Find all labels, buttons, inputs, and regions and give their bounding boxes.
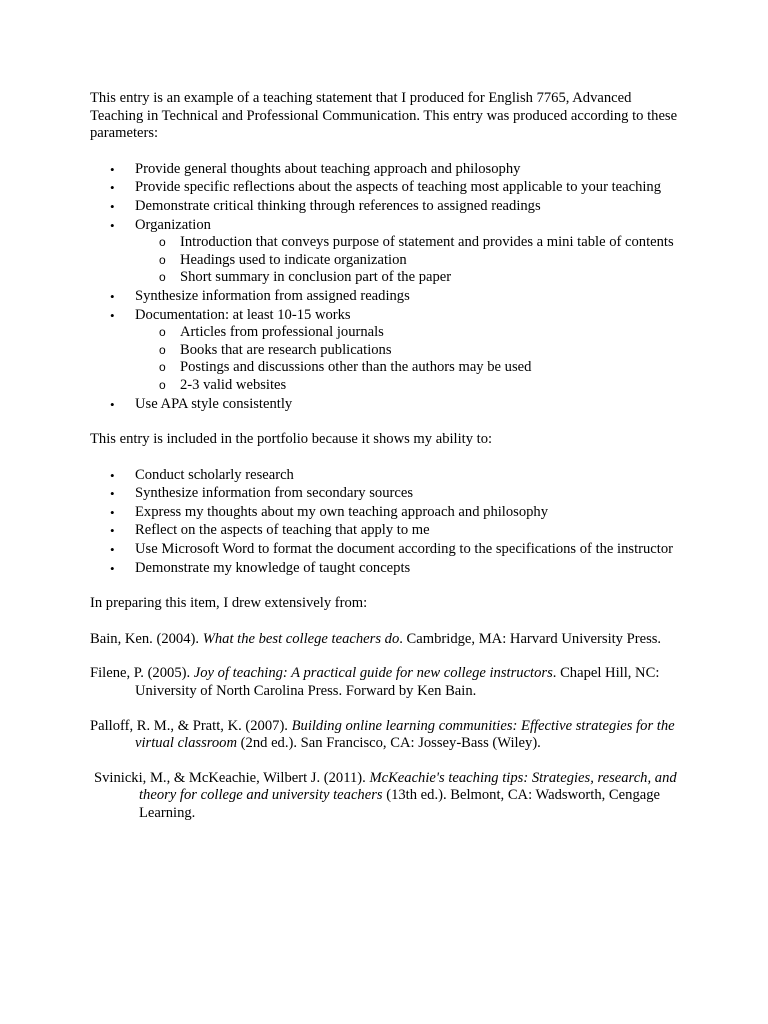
sub-item — [135, 252, 680, 270]
ability-item — [90, 485, 680, 503]
bullet-icon: • — [110, 161, 115, 177]
bullet-icon: • — [110, 307, 115, 323]
ability-text: Synthesize information from secondary sources — [135, 485, 414, 502]
ability-item — [90, 522, 680, 540]
bullet-icon: • — [110, 396, 115, 412]
parameter-item — [90, 396, 680, 414]
reference-publisher: . Cambridge, MA: Harvard University Press. — [399, 630, 662, 647]
reference-authors: Palloff, R. M., & Pratt, K. (2007). — [90, 717, 292, 734]
reference-entry — [90, 665, 680, 700]
ability-text: Conduct scholarly research — [135, 466, 294, 483]
sub-item-text: Articles from professional journals — [180, 324, 384, 341]
reference-publisher: (2nd ed.). San Francisco, CA: Jossey-Bass (Wiley). — [237, 735, 541, 752]
parameter-item — [90, 217, 680, 287]
parameter-text: Synthesize information from assigned readings — [135, 287, 410, 304]
sub-item-text: 2-3 valid websites — [180, 376, 287, 393]
reference-title: McKeachie's teaching tips: Strategies, research, and theory for college and university teachers — [139, 769, 677, 804]
documentation-sublist — [135, 324, 680, 394]
ability-text: Demonstrate my knowledge of taught concepts — [135, 559, 411, 576]
sub-item-text: Short summary in conclusion part of the paper — [180, 269, 452, 286]
sub-item-text: Headings used to indicate organization — [180, 251, 407, 268]
sub-item — [135, 342, 680, 360]
document-page — [90, 90, 680, 840]
abilities-list — [90, 467, 680, 578]
parameter-text: Use APA style consistently — [135, 395, 293, 412]
sub-item-text: Books that are research publications — [180, 341, 392, 358]
bullet-icon: • — [110, 217, 115, 233]
bullet-icon: • — [110, 560, 115, 576]
parameter-item — [90, 288, 680, 306]
reference-entry — [94, 770, 680, 823]
ability-item — [90, 467, 680, 485]
ability-text: Use Microsoft Word to format the document according to the specifications of the instructor — [135, 541, 673, 558]
parameter-text: Provide specific reflections about the aspects of teaching most applicable to your teaching — [135, 179, 662, 196]
parameter-text: Provide general thoughts about teaching approach and philosophy — [135, 160, 521, 177]
reference-title: Building online learning communities: Effective strategies for the virtual classroom — [135, 717, 675, 752]
circle-bullet-icon: o — [159, 252, 166, 267]
sub-item — [135, 359, 680, 377]
circle-bullet-icon: o — [159, 270, 166, 285]
references-list — [90, 631, 680, 823]
circle-bullet-icon: o — [159, 325, 166, 340]
sub-item — [135, 377, 680, 395]
parameter-item — [90, 179, 680, 197]
parameter-text: Documentation: at least 10-15 works — [135, 306, 351, 323]
circle-bullet-icon: o — [159, 360, 166, 375]
organization-sublist — [135, 234, 680, 287]
parameter-item — [90, 161, 680, 179]
sub-item — [135, 234, 680, 252]
reference-authors: Bain, Ken. (2004). — [90, 630, 203, 647]
parameter-item — [90, 307, 680, 395]
reference-publisher: . Chapel Hill, NC: University of North Carolina Press. Forward by Ken Bain. — [135, 665, 660, 700]
circle-bullet-icon: o — [159, 377, 166, 392]
portfolio-intro-paragraph: This entry is included in the portfolio because it shows my ability to: — [90, 431, 493, 448]
reference-authors: Filene, P. (2005). — [90, 665, 194, 682]
reference-authors: Svinicki, M., & McKeachie, Wilbert J. (2011). — [94, 769, 370, 786]
ability-item — [90, 504, 680, 522]
sub-item-text: Introduction that conveys purpose of statement and provides a mini table of contents — [180, 234, 674, 251]
sources-intro-paragraph: In preparing this item, I drew extensively from: — [90, 595, 368, 612]
bullet-icon: • — [110, 288, 115, 304]
bullet-icon: • — [110, 180, 115, 196]
parameters-list — [90, 161, 680, 413]
sub-item — [135, 269, 680, 287]
bullet-icon: • — [110, 504, 115, 520]
ability-item — [90, 560, 680, 578]
ability-text: Express my thoughts about my own teaching approach and philosophy — [135, 503, 549, 520]
parameter-text: Demonstrate critical thinking through references to assigned readings — [135, 197, 541, 214]
parameter-item — [90, 198, 680, 216]
reference-entry — [90, 718, 680, 753]
ability-item — [90, 541, 680, 559]
bullet-icon: • — [110, 486, 115, 502]
ability-text: Reflect on the aspects of teaching that apply to me — [135, 522, 430, 539]
bullet-icon: • — [110, 542, 115, 558]
reference-publisher: (13th ed.). Belmont, CA: Wadsworth, Cengage Learning. — [139, 787, 660, 821]
reference-title: Joy of teaching: A practical guide for new college instructors — [193, 665, 553, 682]
bullet-icon: • — [110, 198, 115, 214]
circle-bullet-icon: o — [159, 342, 166, 357]
sub-item — [135, 324, 680, 342]
parameter-text: Organization — [135, 216, 211, 233]
reference-entry — [90, 631, 680, 649]
intro-paragraph: This entry is an example of a teaching statement that I produced for English 7765, Advanced Teaching in Technical and Professional Communication. This entry was produced according to these parameters: — [90, 90, 678, 142]
bullet-icon: • — [110, 523, 115, 539]
reference-title: What the best college teachers do — [202, 630, 400, 647]
bullet-icon: • — [110, 467, 115, 483]
circle-bullet-icon: o — [159, 235, 166, 250]
sub-item-text: Postings and discussions other than the authors may be used — [180, 359, 532, 376]
